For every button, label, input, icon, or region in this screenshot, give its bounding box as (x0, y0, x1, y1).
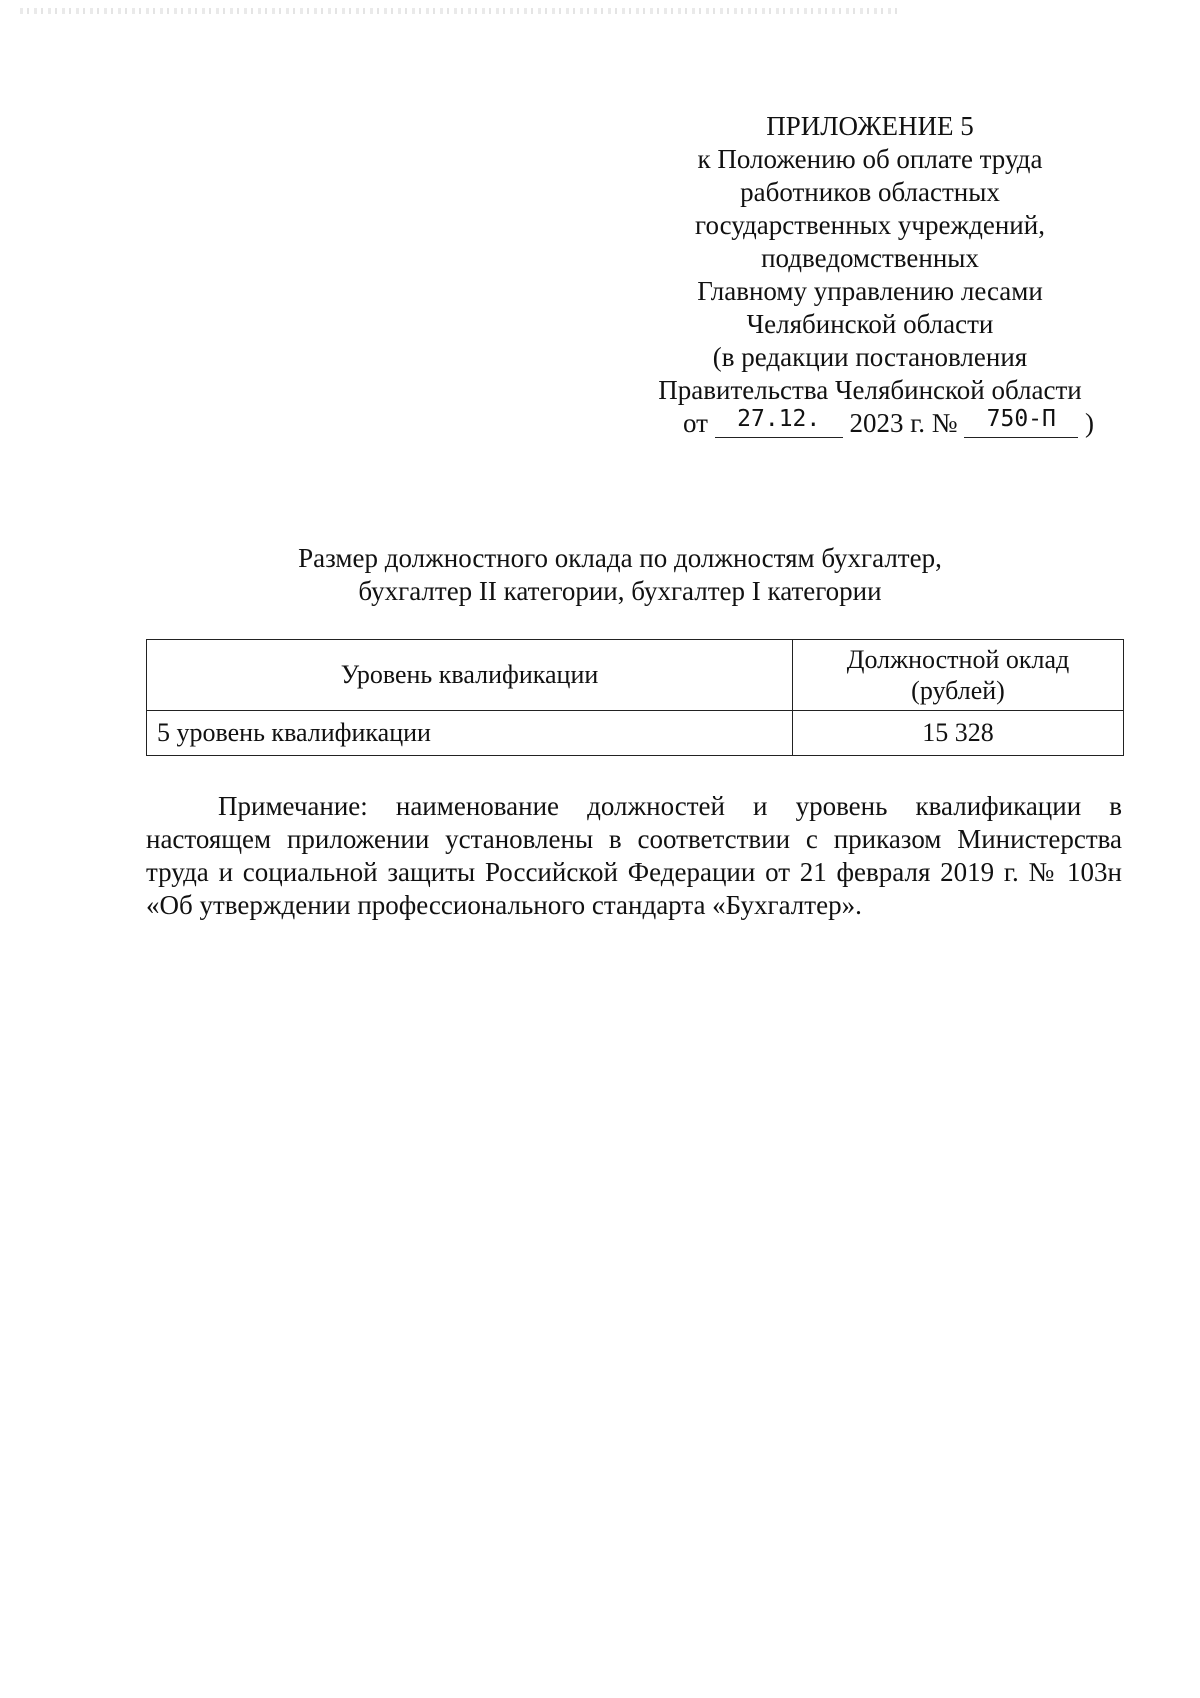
appendix-line: Правительства Челябинской области (658, 375, 1082, 405)
appendix-line: работников областных (740, 177, 1000, 207)
salary-table (146, 639, 1124, 756)
title-line-2: бухгалтер II категории, бухгалтер I категории (358, 576, 882, 606)
date-value: 27.12. (737, 406, 821, 432)
appendix-title: ПРИЛОЖЕНИЕ 5 (766, 111, 974, 141)
header-salary-line1: Должностной оклад (846, 645, 1070, 674)
date-prefix: от (683, 408, 708, 438)
appendix-line: Челябинской области (746, 309, 994, 339)
table-header-row (147, 640, 1124, 711)
resolution-date-line (640, 407, 1100, 440)
header-salary (793, 640, 1124, 711)
closing-paren: ) (1085, 408, 1094, 438)
note-paragraph: Примечание: наименование должностей и уровень квалификации в настоящем приложении установлены в соответствии с приказом Министерства труда и социальной защиты Российской Федерации от 21 февраля 2019 г. № 103н «Об утверждении профессионального стандарта «Бухгалтер». (146, 791, 1122, 920)
document-title (180, 542, 1060, 608)
date-field (715, 407, 843, 438)
header-salary-line2: (рублей) (911, 676, 1005, 705)
appendix-line: Главному управлению лесами (697, 276, 1043, 306)
number-field (964, 407, 1078, 438)
year-text: 2023 г. № (849, 408, 958, 438)
table-row (147, 711, 1124, 756)
number-value: 750-П (986, 406, 1056, 432)
appendix-line: (в редакции постановления (712, 342, 1028, 372)
header-level: Уровень квалификации (147, 640, 793, 711)
appendix-line: государственных учреждений, (695, 210, 1045, 240)
appendix-header (640, 110, 1100, 440)
level-cell: 5 уровень квалификации (147, 711, 793, 756)
title-line-1: Размер должностного оклада по должностям бухгалтер, (298, 543, 942, 573)
appendix-line: к Положению об оплате труда (697, 144, 1043, 174)
salary-cell: 15 328 (793, 711, 1124, 756)
scan-artifact (20, 8, 900, 14)
appendix-line: подведомственных (761, 243, 979, 273)
